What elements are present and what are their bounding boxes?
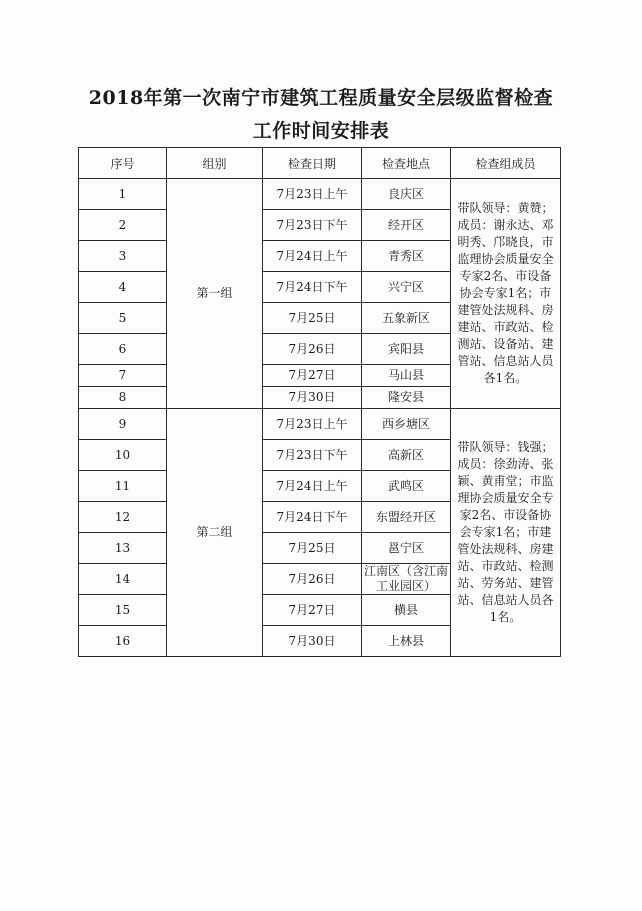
cell-seq: 5	[79, 303, 167, 334]
cell-location: 上林县	[362, 626, 451, 657]
cell-seq: 15	[79, 595, 167, 626]
cell-location: 宾阳县	[362, 334, 451, 365]
document-title: 2018年第一次南宁市建筑工程质量安全层级监督检查	[88, 87, 554, 109]
cell-seq: 12	[79, 502, 167, 533]
cell-date: 7月23日下午	[263, 440, 362, 471]
cell-location: 邕宁区	[362, 533, 451, 564]
cell-date: 7月24日下午	[263, 272, 362, 303]
cell-location: 马山县	[362, 365, 451, 387]
cell-date: 7月25日	[263, 533, 362, 564]
header-location: 检查地点	[362, 148, 451, 179]
cell-members: 带队领导：黄赞；成员：谢永达、邓明秀、邝晓良，市监理协会质量安全专家2名、市设备协会专家1名；市建管处法规科、房建站、市政站、检测站、设备站、建管站、信息站人员各1名。	[451, 179, 561, 409]
cell-location: 西乡塘区	[362, 409, 451, 440]
cell-seq: 11	[79, 471, 167, 502]
cell-date: 7月27日	[263, 365, 362, 387]
cell-date: 7月23日上午	[263, 179, 362, 210]
cell-date: 7月26日	[263, 334, 362, 365]
cell-seq: 4	[79, 272, 167, 303]
cell-seq: 2	[79, 210, 167, 241]
cell-date: 7月26日	[263, 564, 362, 595]
cell-seq: 10	[79, 440, 167, 471]
cell-seq: 16	[79, 626, 167, 657]
cell-location: 兴宁区	[362, 272, 451, 303]
cell-date: 7月23日上午	[263, 409, 362, 440]
cell-location: 良庆区	[362, 179, 451, 210]
cell-date: 7月24日上午	[263, 241, 362, 272]
cell-seq: 7	[79, 365, 167, 387]
cell-date: 7月30日	[263, 626, 362, 657]
cell-location: 江南区（含江南工业园区）	[362, 564, 451, 595]
cell-seq: 1	[79, 179, 167, 210]
cell-location: 青秀区	[362, 241, 451, 272]
header-members: 检查组成员	[451, 148, 561, 179]
cell-date: 7月30日	[263, 387, 362, 409]
table-row	[79, 409, 561, 440]
cell-location: 横县	[362, 595, 451, 626]
schedule-table	[78, 147, 561, 657]
cell-group-name: 第一组	[167, 179, 263, 409]
cell-date: 7月23日下午	[263, 210, 362, 241]
header-seq: 序号	[79, 148, 167, 179]
header-group: 组别	[167, 148, 263, 179]
table-row	[79, 179, 561, 210]
cell-date: 7月24日下午	[263, 502, 362, 533]
cell-members: 带队领导：钱强；成员：徐劲涛、张颖、黄甫堂；市监理协会质量安全专家2名、市设备协会专家1名；市建管处法规科、房建站、市政站、检测站、劳务站、建管站、信息站人员各1名。	[451, 409, 561, 657]
table-header-row	[79, 148, 561, 179]
cell-seq: 9	[79, 409, 167, 440]
cell-location: 五象新区	[362, 303, 451, 334]
header-date: 检查日期	[263, 148, 362, 179]
cell-seq: 13	[79, 533, 167, 564]
cell-location: 高新区	[362, 440, 451, 471]
cell-seq: 6	[79, 334, 167, 365]
cell-location: 经开区	[362, 210, 451, 241]
cell-date: 7月24日上午	[263, 471, 362, 502]
document-subtitle: 工作时间安排表	[252, 120, 390, 142]
cell-seq: 3	[79, 241, 167, 272]
cell-location: 隆安县	[362, 387, 451, 409]
cell-group-name: 第二组	[167, 409, 263, 657]
cell-date: 7月25日	[263, 303, 362, 334]
cell-location: 东盟经开区	[362, 502, 451, 533]
cell-seq: 14	[79, 564, 167, 595]
cell-seq: 8	[79, 387, 167, 409]
cell-date: 7月27日	[263, 595, 362, 626]
cell-location: 武鸣区	[362, 471, 451, 502]
